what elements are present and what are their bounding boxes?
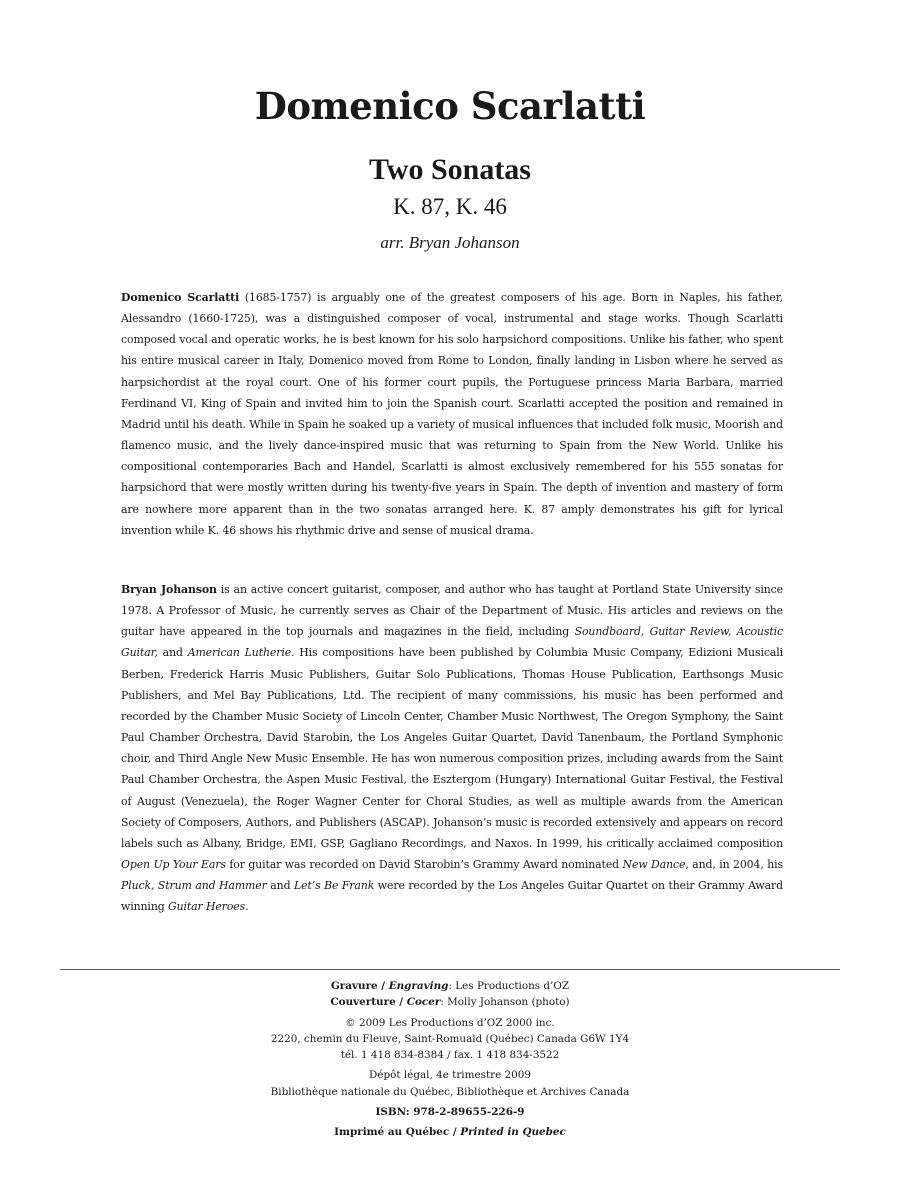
bio-text: and bbox=[266, 879, 294, 893]
bio-italic: New Dance bbox=[622, 858, 686, 872]
engraving-label-en: Engraving bbox=[388, 980, 449, 992]
catalog-numbers: K. 87, K. 46 bbox=[393, 194, 507, 219]
engraving-label: Gravure / bbox=[330, 980, 389, 992]
work-title: Two Sonatas bbox=[369, 153, 531, 186]
library-line: Bibliothèque nationale du Québec, Bibliothèque et Archives Canada bbox=[270, 1085, 630, 1098]
scarlatti-bio-text: (1685-1757) is arguably one of the greatest composers of his age. Born in Naples, his father, Alessandro (1660-1725), was a distinguished composer of vocal, instrumental and stage works. Though Scarlatti composed vocal and operatic works, he is best known for his solo harpsichord compositions. Unlike his father, who spent his entire musical career in Italy, Domenico moved from Rome to London, finally landing in Lisbon where he served as harpsichordist at the royal court. One of his former court pupils, the Portuguese princess Maria Barbara, married Ferdinand VI, King of Spain and invited him to join the Spanish court. Scarlatti accepted the position and remained in Madrid until his death. While in Spain he soaked up a variety of musical influences that included folk music, Moorish and flamenco music, and the lively dance-inspired music that was returning to Spain from the New World. Unlike his compositional contemporaries Bach and Handel, Scarlatti is almost exclusively remembered for his 555 sonatas for harpsichord that were mostly written during his twenty-five years in Spain. The depth of invention and mastery of form are nowhere more apparent than in the two sonatas arranged here. K. 87 amply demonstrates his gift for lyrical invention while K. 46 shows his rhythmic drive and sense of musical drama. bbox=[121, 291, 783, 537]
bio-text: . His compositions have been published by Columbia Music Company, Edizioni Musicali Berben, Frederick Harris Music Publishers, Guitar Solo Publications, Thomas House Publication, Earthsongs Music Publishers, and Mel Bay Publications, Ltd. The recipient of many commissions, his music has been performed and recorded by the Chamber Music Society of Lincoln Center, Chamber Music Northwest, The Oregon Symphony, the Saint Paul Chamber Orchestra, David Starobin, the Los Angeles Guitar Quartet, David Tanenbaum, the Portland Symphonic choir, and Third Angle New Music Ensemble. He has won numerous composition prizes, including awards from the Saint Paul Chamber Orchestra, the Aspen Music Festival, the Esztergom (Hungary) International Guitar Festival, the Festival of August (Venezuela), the Roger Wagner Center for Choral Studies, as well as multiple awards from the American Society of Composers, Authors, and Publishers (ASCAP). Johanson’s music is recorded extensively and appears on record labels such as Albany, Bridge, EMI, GSP, Gagliano Recordings, and Naxos. In 1999, his critically acclaimed composition bbox=[121, 646, 784, 850]
printed-en: Printed in Quebec bbox=[460, 1126, 566, 1139]
engraving-value: : Les Productions d’OZ bbox=[448, 980, 570, 992]
isbn: ISBN: 978-2-89655-226-9 bbox=[375, 1106, 525, 1119]
divider bbox=[60, 969, 840, 970]
arranger-credit: arr. Bryan Johanson bbox=[380, 233, 520, 252]
copyright-line: © 2009 Les Productions d’OZ 2000 inc. bbox=[345, 1016, 555, 1029]
johanson-name: Bryan Johanson bbox=[121, 583, 217, 596]
cover-credit bbox=[0, 994, 900, 1010]
bio-text: is an active concert guitarist, composer, and author who has taught at Portland State University since 1978. A Professor of Music, he currently serves as Chair of the Department of Music. His articles and reviews on the guitar have appeared in the top journals and magazines in the field, including bbox=[121, 583, 783, 639]
bio-text: . bbox=[245, 900, 249, 914]
bio-italic: American Lutherie bbox=[187, 646, 292, 660]
printed-fr: Imprimé au Québec / bbox=[334, 1126, 461, 1139]
cover-value: : Molly Johanson (photo) bbox=[440, 996, 570, 1009]
scarlatti-name: Domenico Scarlatti bbox=[121, 291, 240, 304]
bio-text: were recorded by the Los Angeles Guitar Quartet on their Grammy Award winning bbox=[121, 879, 784, 914]
bio-italic: Guitar Heroes bbox=[167, 900, 246, 914]
printed-in bbox=[0, 1124, 900, 1140]
bio-text: and bbox=[157, 646, 188, 660]
legal-deposit: Dépôt légal, 4e trimestre 2009 bbox=[368, 1069, 531, 1082]
composer-title: Domenico Scarlatti bbox=[254, 84, 646, 128]
cover-label-en: Cocer bbox=[406, 996, 441, 1009]
engraving-credit bbox=[0, 978, 900, 994]
bio-text: for guitar was recorded on David Starobin’s Grammy Award nominated bbox=[225, 858, 623, 872]
publisher-address: 2220, chemin du Fleuve, Saint-Romuald (Québec) Canada G6W 1Y4 bbox=[270, 1032, 630, 1045]
bio-italic: Open Up Your Ears bbox=[121, 858, 226, 872]
bio-text: , and, in 2004, his bbox=[685, 858, 783, 872]
bio-italic: Pluck, Strum and Hammer bbox=[121, 879, 267, 893]
johanson-biography bbox=[121, 579, 783, 918]
bio-italic: Soundboard, Guitar Review, Acoustic Guitar, bbox=[121, 625, 783, 660]
bio-italic: Let’s Be Frank bbox=[293, 879, 375, 893]
cover-label: Couverture / bbox=[330, 996, 407, 1009]
publication-credits bbox=[0, 978, 900, 1141]
publisher-phone: tél. 1 418 834-8384 / fax. 1 418 834-3522 bbox=[340, 1049, 560, 1062]
scarlatti-biography bbox=[121, 287, 783, 541]
